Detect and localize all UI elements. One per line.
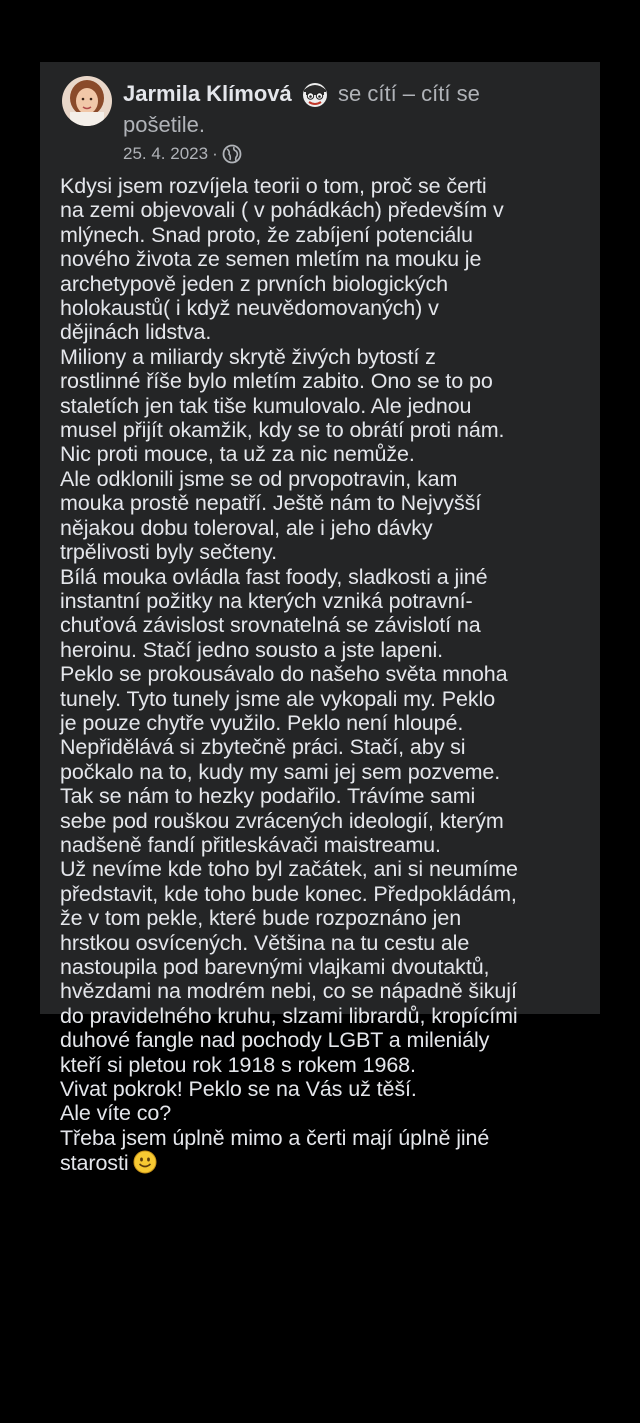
post-body-last-line xyxy=(60,1150,595,1175)
post-body-line: na zemi objevovali ( v pohádkách) především v xyxy=(60,198,504,223)
post-body-line: sebe pod rouškou zvrácených ideologií, kterým xyxy=(60,808,504,833)
post-meta xyxy=(123,142,242,166)
post-body-line: mlýnech. Snad proto, že zabíjení potenciálu xyxy=(60,222,473,247)
date-separator: · xyxy=(212,144,218,163)
post-body-line: mouka prostě nepatří. Ještě nám to Nejvyšší xyxy=(60,491,482,516)
slightly-smiling-face-icon xyxy=(133,1150,157,1174)
post-body-line: počkalo na to, kudy my sami jej sem pozveme. xyxy=(60,759,501,784)
post-body-line: Ale odklonili jsme se od prvopotravin, kam xyxy=(60,466,458,491)
post-body-line: trpělivosti byly sečteny. xyxy=(60,540,277,565)
post-body-line: hvězdami na modrém nebi, co se nápadně šikují xyxy=(60,979,517,1004)
post-body-line: Kdysi jsem rozvíjela teorii o tom, proč se čerti xyxy=(60,174,487,198)
post-body-line: archetypově jeden z prvních biologických xyxy=(60,271,448,296)
post-body-line: Nic proti mouce, ta už za nic nemůže. xyxy=(60,442,415,467)
post-date[interactable]: 25. 4. 2023 xyxy=(123,144,209,163)
post-body-line: nastoupila pod barevnými vlajkami dvoutaktů, xyxy=(60,955,490,979)
post-body-line: Třeba jsem úplně mimo a čerti mají úplně jiné xyxy=(60,1125,490,1150)
post-body-line: kteří si pletou rok 1918 s rokem 1968. xyxy=(60,1052,416,1077)
post-body-line: musel přijít okamžik, kdy se to obrátí proti nám. xyxy=(60,418,505,443)
post-body-line: Ale víte co? xyxy=(60,1101,172,1126)
feeling-text-2[interactable]: pošetile. xyxy=(123,112,205,137)
feeling-text: se cítí – cítí se xyxy=(338,81,480,106)
goofy-face-icon xyxy=(300,80,330,108)
post-body-line: hrstkou osvícených. Většina na tu cestu ale xyxy=(60,930,470,955)
post-body-line: starosti xyxy=(60,1151,129,1176)
post-body xyxy=(60,174,595,1176)
post-body-line: nového života ze semen mletím na mouku je xyxy=(60,247,482,272)
post-body-line: Už nevíme kde toho byl začátek, ani si neumíme xyxy=(60,857,518,882)
post-body-line: holokaustů( i když neuvědomovaných) v xyxy=(60,296,439,321)
post-header xyxy=(123,78,588,140)
post-body-line: chuťová závislost srovnatelná se závislotí na xyxy=(60,613,481,638)
post-body-line: Miliony a miliardy skrytě živých bytostí z xyxy=(60,344,436,369)
post-body-line: představit, kde toho bude konec. Předpokládám, xyxy=(60,881,517,906)
post-body-line: Bílá mouka ovládla fast foody, sladkosti a jiné xyxy=(60,564,488,589)
post-body-line: Vivat pokrok! Peklo se na Vás už těší. xyxy=(60,1077,417,1102)
post-body-line: Peklo se prokousávalo do našeho světa mnoha xyxy=(60,662,508,687)
post-body-line: dějinách lidstva. xyxy=(60,320,212,345)
post-body-line: je pouze chytře využilo. Peklo není hloupé. xyxy=(60,710,464,735)
post-body-line: duhové fangle nad pochody LGBT a mileniály xyxy=(60,1028,490,1053)
globe-icon[interactable] xyxy=(222,144,242,164)
post-body-line: do pravidelného kruhu, slzami librardů, kropícími xyxy=(60,1003,518,1028)
post-body-line: nadšeně fandí přitleskávači maistreamu. xyxy=(60,832,441,857)
post-card xyxy=(40,62,600,1176)
avatar-photo xyxy=(62,76,112,126)
post-body-line: Nepřidělává si zbytečně práci. Stačí, aby si xyxy=(60,735,466,760)
post-body-line: instantní požitky na kterých vzniká potravní- xyxy=(60,588,473,613)
post-body-line: nějakou dobu toleroval, ale i jeho dávky xyxy=(60,515,433,540)
author-name[interactable]: Jarmila Klímová xyxy=(123,81,292,106)
avatar[interactable] xyxy=(62,76,112,126)
post-body-line: heroinu. Stačí jedno sousto a jste lapeni. xyxy=(60,637,444,662)
post-body-line: tunely. Tyto tunely jsme ale vykopali my. Peklo xyxy=(60,686,496,711)
post-body-line: že v tom pekle, které bude rozpoznáno jen xyxy=(60,906,462,931)
post-body-line: Tak se nám to hezky podařilo. Trávíme sami xyxy=(60,784,476,809)
post-body-line: staletích jen tak tiše kumulovalo. Ale jednou xyxy=(60,393,472,418)
post-body-line: rostlinné říše bylo mletím zabito. Ono se to po xyxy=(60,369,493,394)
